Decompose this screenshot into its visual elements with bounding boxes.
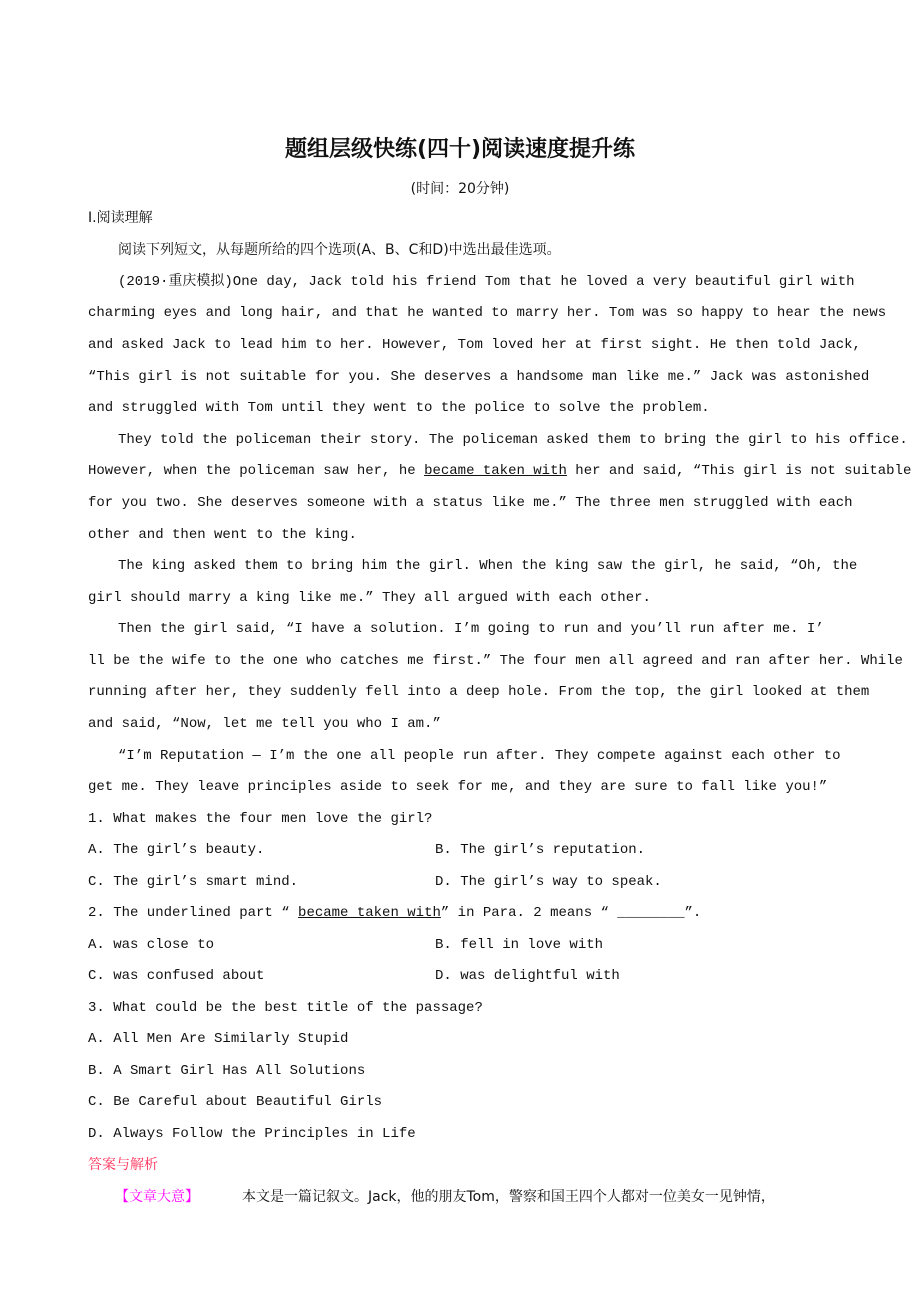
option-3d: D. Always Follow the Principles in Life bbox=[88, 1126, 416, 1142]
text: 2. The underlined part “ bbox=[88, 905, 299, 921]
question-3: 3. What could be the best title of the passage? bbox=[88, 1000, 483, 1016]
option-2d: D. was delightful with bbox=[435, 968, 620, 984]
question-2 bbox=[88, 903, 701, 923]
section-heading: Ⅰ.阅读理解 bbox=[88, 210, 153, 226]
option-2c: C. was confused about bbox=[88, 968, 265, 984]
answer-heading: 答案与解析 bbox=[88, 1157, 158, 1173]
option-1b: B. The girl’s reputation. bbox=[435, 842, 646, 858]
passage-line: get me. They leave principles aside to seek for me, and they are sure to fall like you!” bbox=[88, 779, 828, 795]
summary-text: 本文是一篇记叙文。Jack，他的朋友Tom，警察和国王四个人都对一位美女一见钟情， bbox=[242, 1189, 775, 1205]
option-1d: D. The girl’s way to speak. bbox=[435, 874, 662, 890]
question-1: 1. What makes the four men love the girl? bbox=[88, 811, 433, 827]
passage-line: (2019·重庆模拟)One day, Jack told his friend Tom that he loved a very beautiful girl with bbox=[118, 274, 855, 290]
option-3c: C. Be Careful about Beautiful Girls bbox=[88, 1094, 383, 1110]
passage-line: running after her, they suddenly fell into a deep hole. From the top, the girl looked at them bbox=[88, 684, 870, 700]
time-limit: (时间：20分钟) bbox=[410, 181, 510, 197]
passage-line: “This girl is not suitable for you. She deserves a handsome man like me.” Jack was astonished bbox=[88, 369, 870, 385]
passage-line: charming eyes and long hair, and that he wanted to marry her. Tom was so happy to hear the news bbox=[88, 305, 887, 321]
option-2a: A. was close to bbox=[88, 937, 215, 953]
passage-line: “I’m Reputation — I’m the one all people run after. They compete against each other to bbox=[118, 748, 841, 764]
summary-tag: 【文章大意】 bbox=[115, 1189, 199, 1205]
passage-line: Then the girl said, “I have a solution. I’m going to run and you’ll run after me. I’ bbox=[118, 621, 824, 637]
page-title: 题组层级快练(四十)阅读速度提升练 bbox=[284, 137, 636, 162]
passage-line: and asked Jack to lead him to her. However, Tom loved her at first sight. He then told Jack, bbox=[88, 337, 861, 353]
option-3a: A. All Men Are Similarly Stupid bbox=[88, 1031, 349, 1047]
passage-line: ll be the wife to the one who catches me first.” The four men all agreed and ran after her. While bbox=[88, 653, 903, 669]
passage-line: for you two. She deserves someone with a status like me.” The three men struggled with each bbox=[88, 495, 853, 511]
option-1a: A. The girl’s beauty. bbox=[88, 842, 265, 858]
passage-line: They told the policeman their story. The policeman asked them to bring the girl to his office. bbox=[118, 432, 908, 448]
passage-line: and said, “Now, let me tell you who I am.” bbox=[88, 716, 441, 732]
passage-line: The king asked them to bring him the girl. When the king saw the girl, he said, “Oh, the bbox=[118, 558, 858, 574]
option-3b: B. A Smart Girl Has All Solutions bbox=[88, 1063, 366, 1079]
option-2b: B. fell in love with bbox=[435, 937, 604, 953]
passage-line: and struggled with Tom until they went to the police to solve the problem. bbox=[88, 400, 710, 416]
underlined-phrase: became taken with bbox=[298, 905, 441, 921]
passage-line: other and then went to the king. bbox=[88, 527, 357, 543]
underlined-phrase: became taken with bbox=[424, 463, 567, 479]
passage-line bbox=[88, 461, 911, 481]
text: her and said, “This girl is not suitable bbox=[566, 463, 912, 479]
text: However, when the policeman saw her, he bbox=[88, 463, 425, 479]
passage-line: girl should marry a king like me.” They all argued with each other. bbox=[88, 590, 651, 606]
option-1c: C. The girl’s smart mind. bbox=[88, 874, 299, 890]
instruction: 阅读下列短文，从每题所给的四个选项(A、B、C和D)中选出最佳选项。 bbox=[118, 242, 561, 258]
text: ” in Para. 2 means “ ________”. bbox=[440, 905, 702, 921]
